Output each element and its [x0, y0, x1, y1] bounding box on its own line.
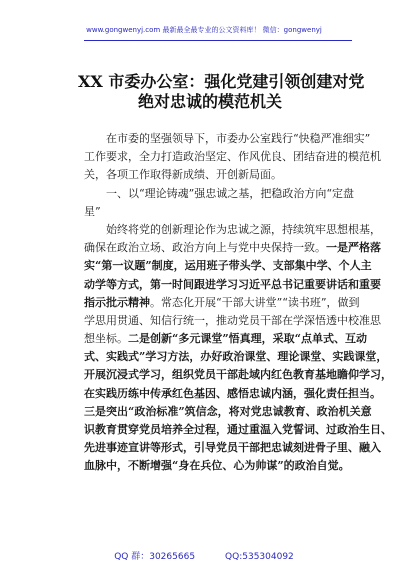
- paragraph-line: 开展沉浸式学习，组织党员干部赴域内红色教育基地瞻仰学习，: [84, 368, 392, 382]
- paragraph-line: 指示批示精神。常态化开展“干部大讲堂”“读书班”，做到: [84, 295, 360, 309]
- paragraph-line: 实“第一议题”制度，运用班子带头学、支部集中学、个人主: [84, 259, 372, 273]
- title-line-2: 绝对忠诚的模范机关: [138, 92, 283, 111]
- title-line-1: XX 市委办公室：强化党建引领创建对党: [78, 72, 365, 91]
- paragraph-line: 关，各项工作取得新成绩、开创新局面。: [84, 168, 282, 182]
- paragraph-line: 动学等方式，第一时间跟进学习习近平总书记重要讲话和重要: [84, 277, 381, 291]
- paragraph-line: 先进事迹宣讲等形式，引导党员干部把忠诚刻进骨子里、融入: [84, 441, 381, 455]
- paragraph-line: 想坐标。二是创新“多元课堂”悟真理，采取“点单式、互动: [84, 332, 367, 346]
- document-body: [84, 130, 392, 476]
- document-title: [78, 72, 378, 112]
- paragraph-line: 在市委的坚强领导下，市委办公室践行“快稳严准细实”: [106, 132, 371, 145]
- paragraph-line: 工作要求，全力打造政治坚定、作风优良、团结奋进的模范机: [84, 150, 381, 164]
- qq-group-text: QQ 群：30265665: [114, 552, 196, 562]
- paragraph-line: 确保在政治立场、政治方向上与党中央保持一致。一是严格落: [84, 241, 381, 255]
- qq-number-text: QQ:535304092: [225, 552, 294, 562]
- paragraph-line: 识教育贯穿党员培养全过程，通过重温入党誓词、过政治生日、: [84, 423, 392, 436]
- section-heading-line: 星”: [84, 204, 101, 218]
- paragraph-line: 式、实践式”学习方法，办好政治课堂、理论课堂、实践课堂，: [84, 350, 388, 364]
- paragraph-line: 学思用贯通、知信行统一，推动党员干部在学深悟透中校准思: [84, 313, 381, 327]
- site-banner: www.gongwenyj.com 最新最全最专业的公文资料库！ 微信：gongwenyj: [86, 26, 322, 34]
- header-divider: [84, 40, 352, 41]
- paragraph-line: 始终将党的创新理论作为忠诚之源，持续筑牢思想根基，: [106, 222, 381, 236]
- paragraph-line: 血脉中，不断增强“身在兵位、心为帅谋”的政治自觉。: [84, 459, 350, 473]
- section-heading-line: 一、以“理论铸魂”强忠诚之基，把稳政治方向“定盘: [106, 186, 354, 200]
- paragraph-line: 在实践历练中传承红色基因、感悟忠诚内涵，强化责任担当。: [84, 386, 381, 400]
- paragraph-line: 三是突出“政治标准”筑信念，将对党忠诚教育、政治机关意: [84, 404, 372, 418]
- contact-footer: [0, 549, 408, 562]
